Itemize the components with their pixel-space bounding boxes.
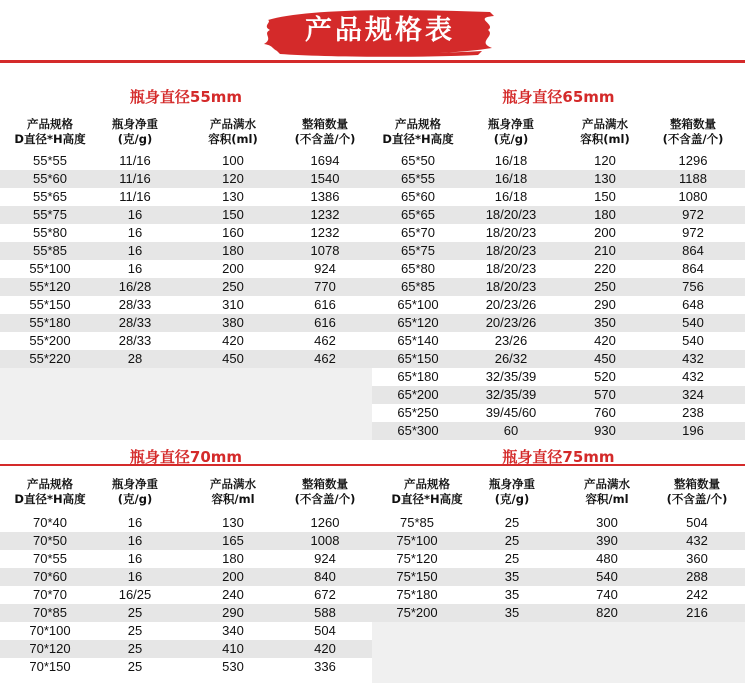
cell-spec: 70*40 (33, 515, 67, 530)
cell-capacity: 380 (222, 315, 244, 330)
header-weight: 瓶身净重 (克/g) (112, 477, 158, 506)
cell-spec: 65*65 (401, 207, 435, 222)
cell-spec: 65*140 (397, 333, 439, 348)
table-header (0, 477, 372, 509)
cell-capacity: 200 (222, 569, 244, 584)
cell-capacity: 290 (222, 605, 244, 620)
cell-weight: 18/20/23 (485, 243, 537, 258)
cell-weight: 11/16 (119, 171, 151, 186)
cell-weight: 25 (504, 533, 520, 548)
cell-weight: 11/16 (119, 189, 151, 204)
header-weight: 瓶身净重 (克/g) (112, 117, 158, 146)
cell-count: 1232 (310, 225, 340, 240)
cell-spec: 70*70 (33, 587, 67, 602)
cell-weight: 16 (127, 261, 143, 276)
cell-spec: 65*250 (397, 405, 439, 420)
table-row (0, 550, 372, 568)
cell-capacity: 100 (222, 153, 244, 168)
table-row (372, 188, 745, 206)
cell-spec: 55*200 (29, 333, 71, 348)
cell-capacity: 450 (222, 351, 244, 366)
cell-spec: 75*120 (396, 551, 438, 566)
cell-capacity: 130 (222, 189, 244, 204)
cell-weight: 28/33 (118, 297, 152, 312)
table-row (372, 514, 745, 532)
cell-count: 462 (314, 351, 336, 366)
cell-count: 336 (314, 659, 336, 674)
table-row (372, 278, 745, 296)
table-row (372, 260, 745, 278)
cell-capacity: 410 (222, 641, 244, 656)
cell-weight: 16/25 (118, 587, 152, 602)
cell-weight: 16 (127, 207, 143, 222)
cell-count: 196 (682, 423, 704, 438)
cell-capacity: 350 (594, 315, 616, 330)
table-row (0, 586, 372, 604)
cell-spec: 75*200 (396, 605, 438, 620)
cell-count: 924 (314, 551, 336, 566)
cell-capacity: 150 (222, 207, 244, 222)
table-header (372, 477, 745, 509)
table-row (372, 550, 745, 568)
cell-weight: 35 (504, 605, 520, 620)
cell-count: 238 (682, 405, 704, 420)
table-row (372, 206, 745, 224)
table-header (372, 117, 745, 149)
cell-count: 972 (682, 207, 704, 222)
cell-spec: 55*120 (29, 279, 71, 294)
cell-weight: 16 (127, 225, 143, 240)
cell-weight: 16/18 (494, 189, 528, 204)
header-weight: 瓶身净重 (克/g) (488, 117, 534, 146)
cell-count: 616 (314, 297, 336, 312)
section-70mm (0, 444, 372, 683)
table-row (372, 404, 745, 422)
cell-weight: 35 (504, 569, 520, 584)
cell-weight: 32/35/39 (485, 387, 537, 402)
cell-weight: 16 (127, 243, 143, 258)
table-row (372, 604, 745, 622)
cell-weight: 25 (127, 641, 143, 656)
table-row (372, 422, 745, 440)
cell-weight: 32/35/39 (485, 369, 537, 384)
section-title: 瓶身直径55mm (129, 88, 243, 106)
cell-capacity: 160 (222, 225, 244, 240)
cell-count: 972 (682, 225, 704, 240)
page-title: 产品规格表 (305, 15, 455, 46)
cell-spec: 55*150 (29, 297, 71, 312)
table-row (372, 386, 745, 404)
cell-count: 504 (314, 623, 336, 638)
table-row (372, 332, 745, 350)
cell-spec: 65*80 (401, 261, 435, 276)
cell-weight: 16/28 (118, 279, 152, 294)
cell-capacity: 130 (594, 171, 616, 186)
cell-spec: 65*60 (401, 189, 435, 204)
table-body (0, 514, 372, 676)
cell-count: 1540 (310, 171, 340, 186)
header-spec: 产品规格 D直径*H高度 (391, 477, 463, 506)
cell-capacity: 210 (594, 243, 616, 258)
cell-count: 840 (314, 569, 336, 584)
cell-weight: 16/18 (494, 153, 528, 168)
cell-capacity: 420 (594, 333, 616, 348)
top-divider (0, 60, 745, 63)
cell-spec: 70*85 (33, 605, 67, 620)
cell-count: 864 (682, 243, 704, 258)
cell-capacity: 570 (594, 387, 616, 402)
header-count: 整箱数量 (不含盖/个) (662, 117, 724, 146)
cell-count: 1694 (310, 153, 340, 168)
cell-count: 1008 (310, 533, 340, 548)
cell-capacity: 480 (596, 551, 618, 566)
cell-count: 864 (682, 261, 704, 276)
header-spec: 产品规格 D直径*H高度 (14, 117, 86, 146)
cell-spec: 70*120 (29, 641, 71, 656)
header-capacity: 产品满水 容积/ml (210, 477, 256, 506)
cell-capacity: 520 (594, 369, 616, 384)
cell-count: 360 (686, 551, 708, 566)
cell-weight: 23/26 (494, 333, 528, 348)
header-capacity: 产品满水 容积/ml (584, 477, 630, 506)
cell-count: 288 (686, 569, 708, 584)
cell-spec: 55*100 (29, 261, 71, 276)
cell-capacity: 165 (222, 533, 244, 548)
cell-capacity: 820 (596, 605, 618, 620)
section-title: 瓶身直径70mm (129, 448, 243, 466)
cell-spec: 70*60 (33, 569, 67, 584)
table-row (372, 314, 745, 332)
cell-capacity: 130 (222, 515, 244, 530)
cell-weight: 25 (127, 605, 143, 620)
table-row (372, 350, 745, 368)
cell-capacity: 180 (222, 551, 244, 566)
table-row (372, 568, 745, 586)
cell-weight: 20/23/26 (485, 315, 537, 330)
cell-weight: 11/16 (119, 153, 151, 168)
cell-weight: 25 (127, 623, 143, 638)
cell-count: 504 (686, 515, 708, 530)
cell-spec: 65*55 (401, 171, 435, 186)
table-row (0, 242, 372, 260)
cell-spec: 65*50 (401, 153, 435, 168)
cell-spec: 75*150 (396, 569, 438, 584)
cell-weight: 26/32 (494, 351, 528, 366)
cell-capacity: 450 (594, 351, 616, 366)
cell-capacity: 530 (222, 659, 244, 674)
header-spec: 产品规格 D直径*H高度 (382, 117, 454, 146)
cell-count: 1080 (678, 189, 708, 204)
cell-spec: 70*55 (33, 551, 67, 566)
cell-count: 432 (682, 369, 704, 384)
cell-weight: 25 (504, 515, 520, 530)
cell-weight: 16/18 (494, 171, 528, 186)
cell-count: 616 (314, 315, 336, 330)
cell-spec: 65*85 (401, 279, 435, 294)
cell-capacity: 250 (222, 279, 244, 294)
table-row (0, 658, 372, 676)
cell-count: 1188 (679, 171, 707, 186)
cell-count: 648 (682, 297, 704, 312)
table-body (372, 152, 745, 440)
table-row (0, 188, 372, 206)
table-row (372, 170, 745, 188)
cell-count: 216 (686, 605, 708, 620)
table-row (0, 332, 372, 350)
cell-count: 1232 (310, 207, 340, 222)
cell-weight: 28/33 (118, 333, 152, 348)
cell-capacity: 200 (594, 225, 616, 240)
section-75mm (372, 444, 745, 683)
cell-spec: 55*180 (29, 315, 71, 330)
cell-weight: 28 (127, 351, 143, 366)
cell-capacity: 240 (222, 587, 244, 602)
cell-capacity: 740 (596, 587, 618, 602)
table-row (0, 296, 372, 314)
cell-spec: 70*150 (29, 659, 71, 674)
table-row (0, 224, 372, 242)
cell-spec: 65*70 (401, 225, 435, 240)
cell-capacity: 540 (596, 569, 618, 584)
cell-spec: 55*85 (33, 243, 67, 258)
cell-spec: 70*100 (29, 623, 71, 638)
cell-capacity: 180 (222, 243, 244, 258)
cell-count: 756 (682, 279, 704, 294)
cell-count: 1260 (310, 515, 340, 530)
cell-spec: 55*55 (33, 153, 67, 168)
cell-count: 1296 (678, 153, 708, 168)
cell-weight: 25 (127, 659, 143, 674)
cell-weight: 18/20/23 (485, 225, 537, 240)
cell-weight: 39/45/60 (485, 405, 537, 420)
cell-spec: 65*180 (397, 369, 439, 384)
cell-weight: 16 (127, 533, 143, 548)
table-row (0, 532, 372, 550)
cell-capacity: 290 (594, 297, 616, 312)
section-55mm (0, 84, 372, 366)
table-row (372, 152, 745, 170)
table-row (0, 568, 372, 586)
section-65mm (372, 84, 745, 440)
table-row (0, 260, 372, 278)
cell-capacity: 120 (594, 153, 616, 168)
header-capacity: 产品满水 容积(ml) (580, 117, 630, 146)
cell-capacity: 760 (594, 405, 616, 420)
header-count: 整箱数量 (不含盖/个) (294, 117, 356, 146)
cell-count: 242 (686, 587, 708, 602)
header-capacity: 产品满水 容积(ml) (208, 117, 258, 146)
cell-capacity: 200 (222, 261, 244, 276)
cell-spec: 70*50 (33, 533, 67, 548)
cell-capacity: 220 (594, 261, 616, 276)
cell-count: 432 (686, 533, 708, 548)
table-row (372, 532, 745, 550)
cell-spec: 75*100 (396, 533, 438, 548)
cell-spec: 65*75 (401, 243, 435, 258)
table-row (372, 586, 745, 604)
cell-capacity: 120 (222, 171, 244, 186)
table-row (0, 622, 372, 640)
empty-shaded-area (372, 622, 745, 683)
table-row (0, 640, 372, 658)
cell-weight: 16 (127, 515, 143, 530)
cell-capacity: 150 (594, 189, 616, 204)
table-row (0, 278, 372, 296)
table-row (0, 350, 372, 368)
header-weight: 瓶身净重 (克/g) (489, 477, 535, 506)
cell-capacity: 310 (222, 297, 244, 312)
cell-count: 420 (314, 641, 336, 656)
cell-spec: 55*220 (29, 351, 71, 366)
cell-capacity: 390 (596, 533, 618, 548)
cell-count: 540 (682, 333, 704, 348)
cell-count: 1386 (310, 189, 340, 204)
cell-weight: 16 (127, 569, 143, 584)
cell-spec: 55*60 (33, 171, 67, 186)
cell-count: 462 (314, 333, 336, 348)
header-spec: 产品规格 D直径*H高度 (14, 477, 86, 506)
cell-spec: 55*80 (33, 225, 67, 240)
table-row (0, 604, 372, 622)
table-row (0, 152, 372, 170)
table-row (0, 170, 372, 188)
header-count: 整箱数量 (不含盖/个) (294, 477, 356, 506)
cell-spec: 65*300 (397, 423, 439, 438)
cell-spec: 75*180 (396, 587, 438, 602)
cell-spec: 55*65 (33, 189, 67, 204)
table-body (372, 514, 745, 622)
cell-count: 770 (314, 279, 336, 294)
cell-spec: 65*100 (397, 297, 439, 312)
cell-capacity: 180 (594, 207, 616, 222)
cell-spec: 65*120 (397, 315, 439, 330)
cell-count: 672 (314, 587, 336, 602)
cell-spec: 55*75 (33, 207, 67, 222)
cell-capacity: 300 (596, 515, 618, 530)
empty-shaded-area (0, 368, 372, 440)
table-row (0, 314, 372, 332)
table-body (0, 152, 372, 368)
cell-count: 588 (314, 605, 336, 620)
cell-weight: 28/33 (118, 315, 152, 330)
section-title: 瓶身直径65mm (502, 88, 615, 106)
cell-capacity: 340 (222, 623, 244, 638)
cell-count: 432 (682, 351, 704, 366)
cell-capacity: 420 (222, 333, 244, 348)
table-row (372, 224, 745, 242)
table-row (372, 368, 745, 386)
table-header (0, 117, 372, 149)
cell-spec: 65*150 (397, 351, 439, 366)
cell-count: 924 (314, 261, 336, 276)
cell-weight: 16 (127, 551, 143, 566)
section-title: 瓶身直径75mm (502, 448, 615, 466)
cell-weight: 18/20/23 (485, 261, 537, 276)
cell-weight: 25 (504, 551, 520, 566)
cell-spec: 65*200 (397, 387, 439, 402)
cell-count: 540 (682, 315, 704, 330)
cell-weight: 18/20/23 (485, 279, 537, 294)
table-row (0, 514, 372, 532)
table-row (372, 296, 745, 314)
cell-capacity: 930 (594, 423, 616, 438)
cell-count: 1078 (310, 243, 340, 258)
cell-capacity: 250 (594, 279, 616, 294)
cell-spec: 75*85 (400, 515, 434, 530)
table-row (372, 242, 745, 260)
table-row (0, 206, 372, 224)
cell-count: 324 (682, 387, 704, 402)
cell-weight: 20/23/26 (485, 297, 537, 312)
header-count: 整箱数量 (不含盖/个) (666, 477, 728, 506)
cell-weight: 60 (503, 423, 519, 438)
banner (262, 6, 498, 58)
cell-weight: 18/20/23 (485, 207, 537, 222)
cell-weight: 35 (504, 587, 520, 602)
